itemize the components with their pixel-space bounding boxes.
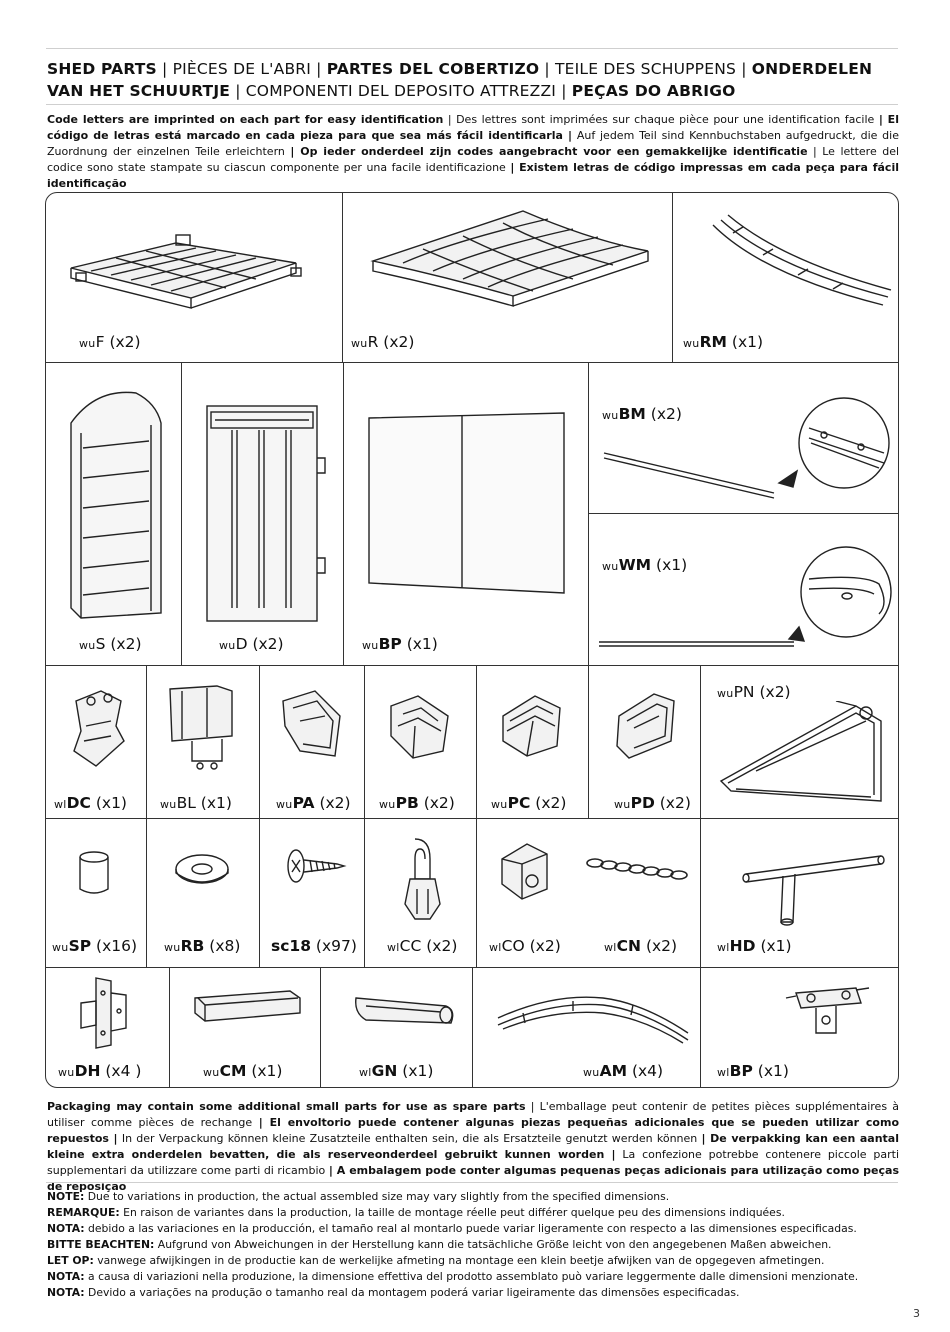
part-cell-wuDH bbox=[46, 968, 170, 1088]
part-cell-wlGN bbox=[321, 968, 473, 1088]
wall-metal-strip-icon bbox=[594, 534, 894, 659]
note-label: BITTE BEACHTEN: bbox=[47, 1238, 155, 1251]
spare-segment: La confezione potrebbe contenere piccole parti supplementari da utilizzare come parti di ricambio bbox=[47, 1148, 899, 1177]
part-cell-wuPN bbox=[701, 666, 899, 819]
note-label: NOTA: bbox=[47, 1286, 85, 1299]
part-cell-wlCO-CN bbox=[477, 819, 701, 968]
note-text: Due to variations in production, the actual assembled size may vary slightly from the specified dimensions. bbox=[84, 1190, 670, 1203]
title-segment: | bbox=[556, 82, 572, 100]
part-label: wuBL (x1) bbox=[160, 794, 232, 812]
part-cell-wuSP bbox=[46, 819, 147, 968]
part-label: wuD (x2) bbox=[219, 635, 284, 653]
part-label: wuPB (x2) bbox=[379, 794, 455, 812]
title-segment: PARTES DEL COBERTIZO bbox=[326, 60, 540, 78]
intro-segment: | Op ieder onderdeel zijn codes aangebracht voor een gemakkelijke identificatie bbox=[290, 145, 808, 158]
door-hinge-icon bbox=[71, 973, 136, 1053]
roof-truss-icon bbox=[716, 701, 896, 811]
note-text: En raison de variantes dans la production, la taille de montage réelle peut différer quelque peu des dimensions indiquées. bbox=[119, 1206, 785, 1219]
part-label: wlDC (x1) bbox=[54, 794, 127, 812]
title-segment: | bbox=[539, 60, 555, 78]
part-label: wlHD (x1) bbox=[717, 937, 792, 955]
connector-pa-icon bbox=[275, 686, 350, 766]
part-label: wlGN (x1) bbox=[359, 1062, 434, 1080]
part-cell-wuWM bbox=[589, 514, 899, 666]
part-cell-wuBP bbox=[344, 363, 589, 666]
intro-segment: | Le lettere del codice sono state stampate su ciascun componente per una facile identificazione bbox=[47, 145, 900, 174]
spare-segment: | De verpakking kan een aantal kleine extra onderdelen bevatten, die als reserveonderdeel gebruikt kunnen worden | bbox=[47, 1132, 899, 1161]
bracket-plate-icon bbox=[781, 978, 871, 1048]
part-label: wuWM (x1) bbox=[602, 556, 688, 574]
chain-icon bbox=[585, 849, 695, 884]
note-line bbox=[47, 1285, 899, 1301]
part-label: wuPN (x2) bbox=[717, 683, 791, 701]
note-text: vanwege afwijkingen in de productie kan de werkelijke afmeting na montage een klein beetje afwijken van de opgegeven afmetingen. bbox=[93, 1254, 825, 1267]
part-cell-wlBP bbox=[701, 968, 899, 1088]
part-cell-wuRB bbox=[147, 819, 260, 968]
part-label: wlCO (x2) bbox=[489, 937, 561, 955]
title-segment: | bbox=[736, 60, 752, 78]
title-segment: | bbox=[230, 82, 246, 100]
note-line bbox=[47, 1189, 899, 1205]
part-label: wuPA (x2) bbox=[276, 794, 351, 812]
part-label: wlBP (x1) bbox=[717, 1062, 789, 1080]
part-cell-wlHD bbox=[701, 819, 899, 968]
spacer-icon bbox=[74, 849, 114, 899]
part-cell-wuPA bbox=[260, 666, 365, 819]
part-cell-wuAM bbox=[473, 968, 701, 1088]
part-label: wuAM (x4) bbox=[583, 1062, 664, 1080]
note-label: NOTE: bbox=[47, 1190, 85, 1203]
intro-segment: | El código de letras está marcado en cada pieza para que sea más fácil identificarla | bbox=[47, 113, 899, 142]
note-line bbox=[47, 1237, 899, 1253]
title-rule bbox=[46, 104, 898, 105]
parts-grid bbox=[45, 192, 899, 1088]
spare-parts-paragraph bbox=[47, 1099, 899, 1195]
notes-list bbox=[47, 1189, 899, 1301]
part-cell-wuBL bbox=[147, 666, 260, 819]
title-segment: | bbox=[311, 60, 327, 78]
intro-paragraph bbox=[47, 112, 899, 192]
part-cell-wuPC bbox=[477, 666, 589, 819]
part-label: wuS (x2) bbox=[79, 635, 142, 653]
connector-pc-icon bbox=[495, 686, 570, 766]
t-handle-icon bbox=[741, 834, 891, 929]
part-cell-wuPB bbox=[365, 666, 477, 819]
part-label: wlCC (x2) bbox=[387, 937, 458, 955]
washer-icon bbox=[172, 849, 232, 889]
title-segment: PIÈCES DE L'ABRI bbox=[172, 60, 312, 78]
spare-segment: | A embalagem pode conter algumas pequenas peças adicionais para utilização como peças de reposição bbox=[47, 1164, 899, 1193]
title-segment: PEÇAS DO ABRIGO bbox=[571, 82, 736, 100]
part-label: wuPC (x2) bbox=[491, 794, 567, 812]
part-label: wuRB (x8) bbox=[164, 937, 241, 955]
screw-icon bbox=[282, 844, 347, 889]
back-metal-profile-icon bbox=[599, 383, 894, 503]
intro-segment: Code letters are imprinted on each part for easy identification bbox=[47, 113, 444, 126]
side-wall-panel-icon bbox=[61, 383, 171, 623]
intro-segment: | Des lettres sont imprimées sur chaque pièce pour une identification facile bbox=[443, 113, 879, 126]
title-segment: | bbox=[156, 60, 173, 78]
part-cell-wuRM bbox=[673, 193, 899, 363]
note-label: NOTA: bbox=[47, 1222, 85, 1235]
note-line bbox=[47, 1221, 899, 1237]
note-text: a causa di variazioni nella produzione, la dimensione effettiva del prodotto assemblato può variare leggermente dalle dimensioni menzionate. bbox=[84, 1270, 859, 1283]
part-cell-wuPD bbox=[589, 666, 701, 819]
part-label: wuCM (x1) bbox=[203, 1062, 283, 1080]
spare-segment: | L'emballage peut contenir de petites pièces supplémentaires à utiliser comme pièces de rechange bbox=[47, 1100, 899, 1129]
arched-metal-beam-icon bbox=[493, 983, 693, 1048]
part-cell-wuF bbox=[46, 193, 343, 363]
spare-rule bbox=[46, 1182, 898, 1183]
part-cell-wuR bbox=[343, 193, 673, 363]
title-segment: SHED PARTS bbox=[47, 60, 157, 78]
note-text: Devido a variações na produção o tamanho real da montagem poderá variar ligeiramente das dimensões especificadas. bbox=[84, 1286, 740, 1299]
roof-panel-icon bbox=[363, 201, 663, 321]
part-label: wlCN (x2) bbox=[604, 937, 678, 955]
floor-panel-icon bbox=[56, 213, 336, 323]
intro-segment: Auf jedem Teil sind Kennbuchstaben aufgedruckt, die die Zuordnung der einzelnen Teile erleichtern bbox=[47, 129, 899, 158]
spare-segment: | El envoltorio puede contener algunas piezas pequeñas adicionales que se pueden utilizar como repuestos | bbox=[47, 1116, 899, 1145]
title-segment: COMPONENTI DEL DEPOSITO ATTREZZI bbox=[245, 82, 557, 100]
part-label: wuBP (x1) bbox=[362, 635, 438, 653]
spare-segment: Packaging may contain some additional small parts for use as spare parts bbox=[47, 1100, 526, 1113]
part-cell-wlDC bbox=[46, 666, 147, 819]
note-line bbox=[47, 1205, 899, 1221]
part-cell-wuS bbox=[46, 363, 182, 666]
spare-segment: In der Verpackung können kleine Zusatzteile enthalten sein, die als Ersatzteile genutzt werden können bbox=[117, 1132, 702, 1145]
note-line bbox=[47, 1269, 899, 1285]
bolt-latch-icon bbox=[162, 681, 242, 776]
part-label: wuPD (x2) bbox=[614, 794, 691, 812]
part-label: wuBM (x2) bbox=[602, 405, 682, 423]
page-number: 3 bbox=[913, 1307, 920, 1320]
part-label: sc18 (x97) bbox=[271, 937, 357, 955]
door-connector-icon bbox=[66, 686, 131, 771]
roof-middle-beam-icon bbox=[703, 205, 893, 315]
note-label: REMARQUE: bbox=[47, 1206, 120, 1219]
page-title bbox=[47, 58, 897, 102]
back-panel-icon bbox=[364, 408, 574, 598]
part-label: wuSP (x16) bbox=[52, 937, 138, 955]
handle-grip-icon bbox=[351, 988, 461, 1038]
note-text: debido a las variaciones en la producción, el tamaño real al montarlo puede variar ligeramente con respecto a las dimensiones especificadas. bbox=[84, 1222, 857, 1235]
part-cell-wuD bbox=[182, 363, 344, 666]
top-rule bbox=[46, 48, 898, 49]
chain-clip-icon bbox=[395, 834, 450, 924]
part-label: wuRM (x1) bbox=[683, 333, 764, 351]
part-cell-wuBM bbox=[589, 363, 899, 514]
part-label: wuF (x2) bbox=[79, 333, 141, 351]
part-label: wuR (x2) bbox=[351, 333, 415, 351]
cross-member-icon bbox=[190, 983, 305, 1033]
title-segment: TEILE DES SCHUPPENS bbox=[554, 60, 737, 78]
connector-pd-icon bbox=[609, 686, 684, 766]
connector-pb-icon bbox=[383, 686, 458, 766]
note-text: Aufgrund von Abweichungen in der Herstellung kann die tatsächliche Größe leicht von den angegebenen Maßen abweichen. bbox=[154, 1238, 832, 1251]
intro-segment: | Existem letras de código impressas em cada peça para fácil identificação bbox=[47, 161, 899, 190]
title-segment: ONDERDELEN VAN HET SCHUURTJE bbox=[47, 60, 873, 100]
part-cell-wuCM bbox=[170, 968, 321, 1088]
note-label: LET OP: bbox=[47, 1254, 94, 1267]
chain-connector-icon bbox=[492, 839, 562, 904]
part-cell-wlCC bbox=[365, 819, 477, 968]
door-panel-icon bbox=[197, 398, 337, 628]
note-label: NOTA: bbox=[47, 1270, 85, 1283]
part-cell-sc18 bbox=[260, 819, 365, 968]
note-line bbox=[47, 1253, 899, 1269]
part-label: wuDH (x4 ) bbox=[58, 1062, 142, 1080]
